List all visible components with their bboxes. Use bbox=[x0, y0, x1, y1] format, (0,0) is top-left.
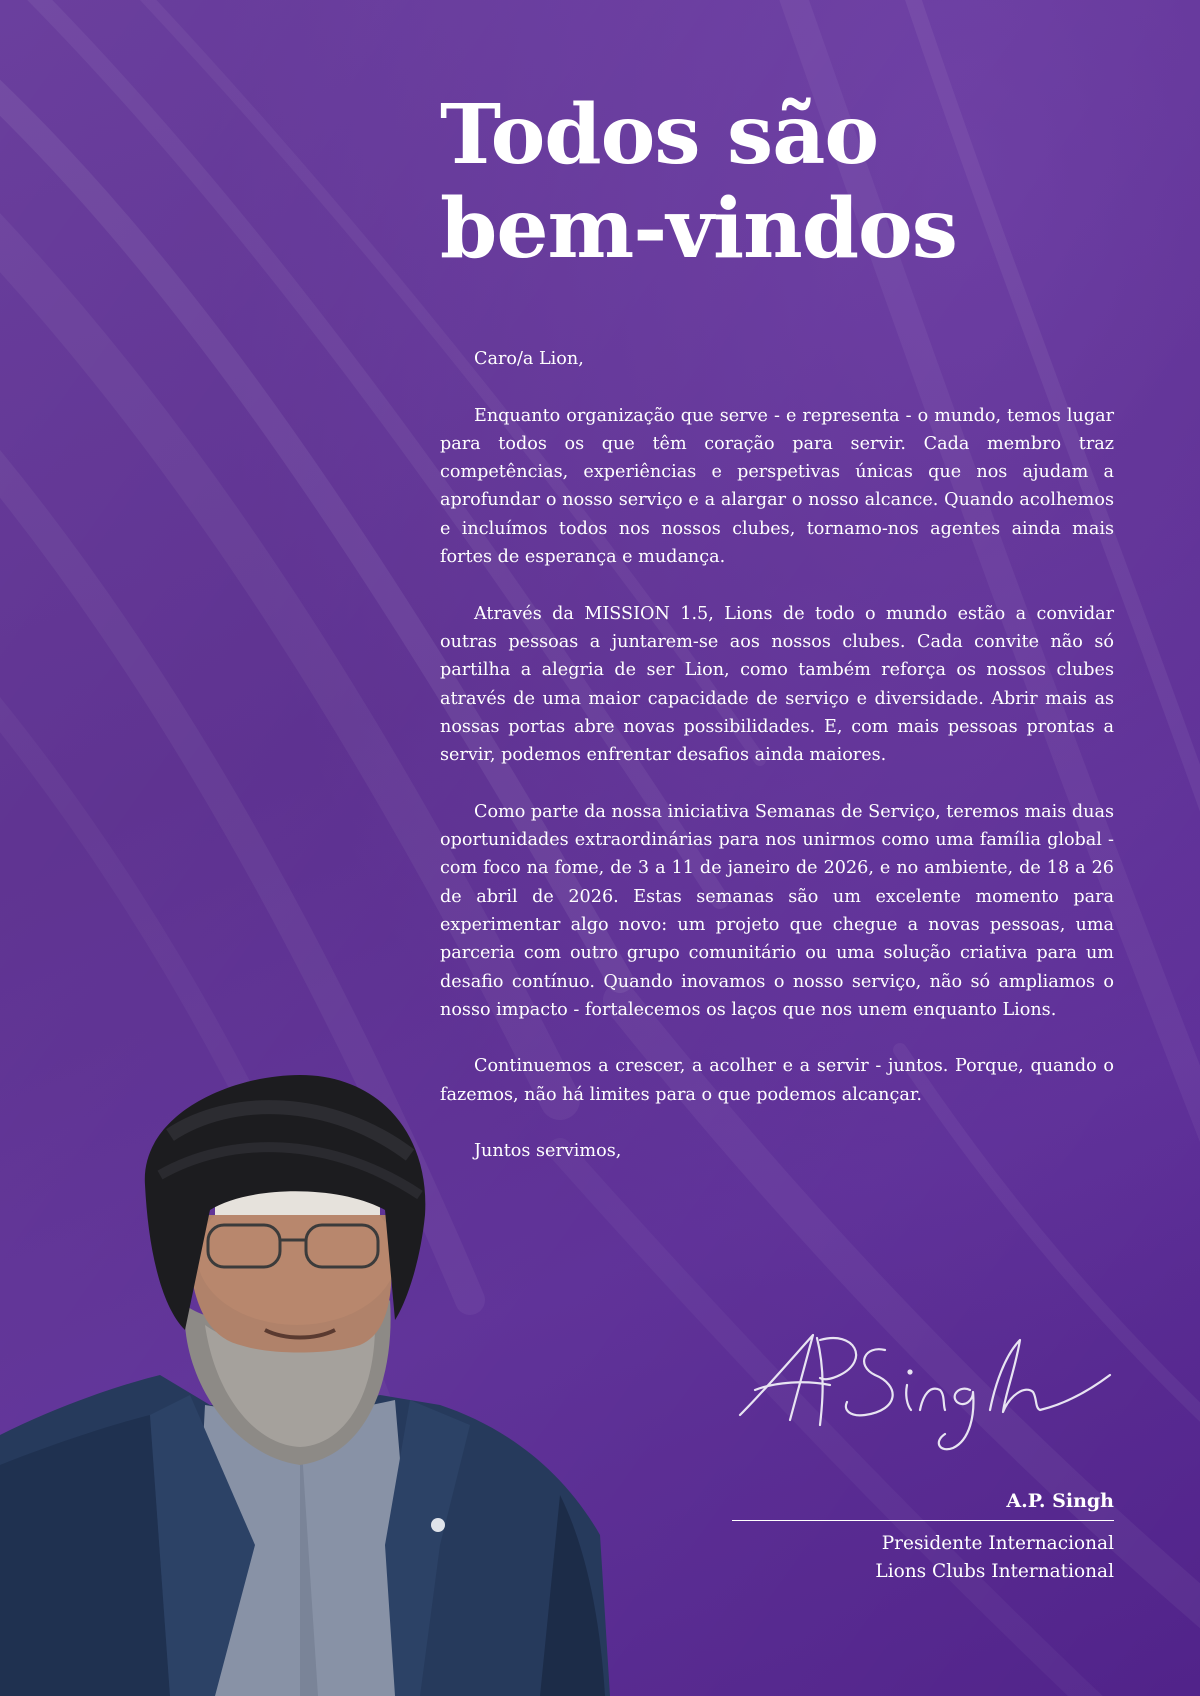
letter-paragraph-4: Continuemos a crescer, a acolher e a servir - juntos. Porque, quando o fazemos, não há limites para o que podemos alcançar. bbox=[440, 1056, 1114, 1105]
signature-block bbox=[732, 1488, 1114, 1586]
signatory-role: Presidente Internacional bbox=[881, 1533, 1114, 1554]
letter-paragraph-3: Como parte da nossa iniciativa Semanas de Serviço, teremos mais duas oportunidades extraordinárias para nos unirmos como uma família global - com foco na fome, de 3 a 11 de janeiro de 2026, e no ambiente, de 18 a 26 de abril de 2026. Estas semanas são um excelente momento para experimentar algo novo: um projeto que chegue a novas pessoas, uma parceria com outro grupo comunitário ou uma solução criativa para um desafio contínuo. Quando inovamos o nosso serviço, não só ampliamos o nosso impacto - fortalecemos os laços que nos unem enquanto Lions. bbox=[440, 801, 1114, 1020]
letter-body bbox=[440, 345, 1114, 1194]
title-line-1: Todos são bbox=[440, 87, 879, 183]
letter-paragraph-1: Enquanto organização que serve - e representa - o mundo, temos lugar para todos os que têm coração para servir. Cada membro traz competências, experiências e perspetivas únicas que nos ajudam a aprofundar o nosso serviço e a alargar o nosso alcance. Quando acolhemos e incluímos todos nos nossos clubes, tornamo-nos agentes ainda mais fortes de esperança e mudança. bbox=[440, 405, 1114, 568]
signatory-organization: Lions Clubs International bbox=[875, 1561, 1114, 1582]
portrait-photo bbox=[0, 1075, 620, 1696]
title-line-2: bem-vindos bbox=[440, 181, 957, 277]
letter-paragraph-2: Através da MISSION 1.5, Lions de todo o mundo estão a convidar outras pessoas a juntarem-se aos nossos clubes. Cada convite não só partilha a alegria de ser Lion, como também reforça os nossos clubes através de uma maior capacidade de serviço e diversidade. Abrir mais as nossas portas abre novas possibilidades. E, com mais pessoas prontas a servir, podemos enfrentar desafios ainda maiores. bbox=[440, 603, 1114, 766]
signatory-name: A.P. Singh bbox=[732, 1488, 1114, 1521]
handwritten-signature bbox=[735, 1330, 1115, 1455]
letter-closing: Juntos servimos, bbox=[474, 1141, 622, 1162]
letter-salutation: Caro/a Lion, bbox=[474, 349, 584, 369]
page-title bbox=[440, 88, 1140, 276]
